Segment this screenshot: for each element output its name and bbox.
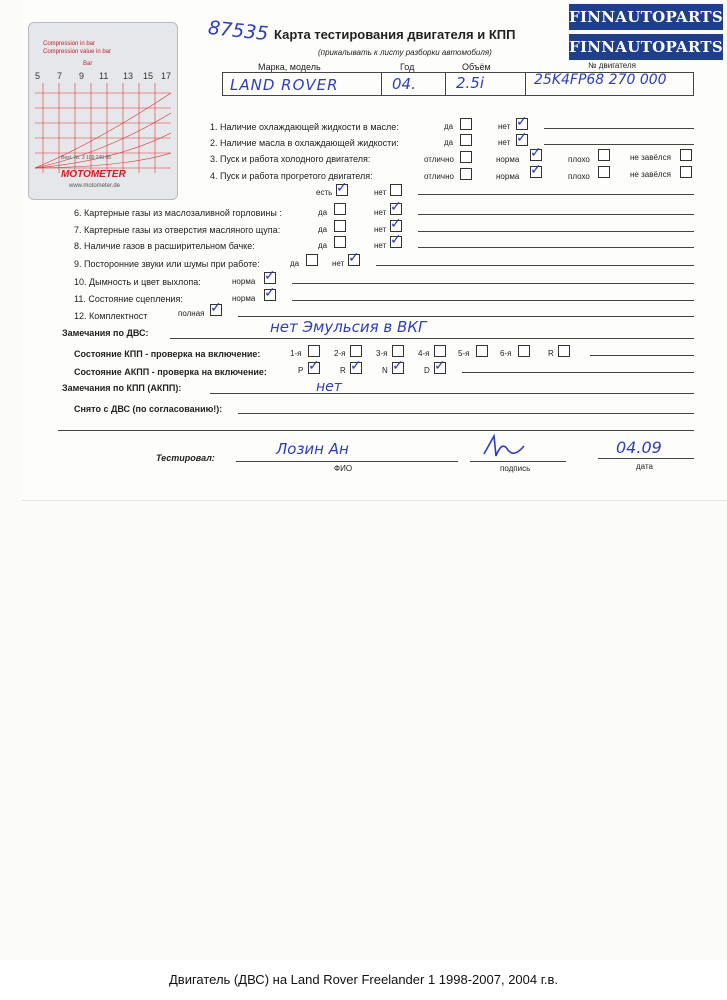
q3-excellent: отлично <box>424 155 454 164</box>
q12-complete-check: ✓ <box>210 299 222 315</box>
q5-present: есть <box>316 188 333 197</box>
removed-label: Снято с ДВС (по согласованию!): <box>74 404 223 414</box>
sticker-line3: Bar <box>83 61 93 67</box>
q12-label: 12. Комплектност <box>74 311 148 321</box>
scale-13: 13 <box>123 71 134 81</box>
sticker-ref: Best.-Nr. 3 100 249 05 <box>61 155 112 161</box>
scale-17: 17 <box>161 71 172 81</box>
akpp-p-check: ✓ <box>308 357 320 373</box>
q2-yes-box[interactable] <box>460 134 472 146</box>
q1-label: 1. Наличие охлаждающей жидкости в масле: <box>210 122 399 132</box>
akpp-state-label: Состояние АКПП - проверка на включение: <box>74 367 267 377</box>
sticker-site: www.motometer.de <box>69 183 121 189</box>
form-title: Карта тестирования двигателя и КПП <box>274 27 516 42</box>
header-year: Год <box>400 62 415 72</box>
tester-name: Лозин Ан <box>276 440 349 458</box>
form-subtitle: (прикалывать к листу разборки автомобиля) <box>318 48 492 57</box>
q4-not-started-box[interactable] <box>680 166 692 178</box>
q4-label: 4. Пуск и работа прогретого двигателя: <box>210 171 373 181</box>
q8-no: нет <box>374 241 387 250</box>
q5-no: нет <box>374 188 387 197</box>
test-date: 04.09 <box>616 438 662 457</box>
sticker-scale <box>35 71 171 81</box>
gear-3-box[interactable] <box>392 345 404 357</box>
gear-6-label: 6-я <box>500 349 512 358</box>
q9-yes-box[interactable] <box>306 254 318 266</box>
q4-excellent-box[interactable] <box>460 168 472 180</box>
q7-no-check: ✓ <box>390 215 402 231</box>
sticker-line2: Compression value in bar <box>43 49 112 55</box>
q3-normal: норма <box>496 155 520 164</box>
q3-not-started-box[interactable] <box>680 149 692 161</box>
signature-caption: подпись <box>500 464 531 473</box>
q11-label: 11. Состояние сцепления: <box>74 294 183 304</box>
kpp-notes-value: нет <box>316 379 342 395</box>
gear-3-label: 3-я <box>376 349 388 358</box>
gear-4-box[interactable] <box>434 345 446 357</box>
page-fold <box>22 500 727 501</box>
fio-caption: ФИО <box>334 464 353 473</box>
q6-no-check: ✓ <box>390 198 402 214</box>
scale-7: 7 <box>57 71 63 81</box>
q8-yes: да <box>318 241 328 250</box>
header-engine-no: № двигателя <box>588 61 636 70</box>
gear-1-label: 1-я <box>290 349 302 358</box>
q9-yes: да <box>290 259 300 268</box>
q6-no: нет <box>374 208 387 217</box>
akpp-n-check: ✓ <box>392 357 404 373</box>
q9-no-check: ✓ <box>348 249 360 265</box>
header-volume: Объём <box>462 62 491 72</box>
gear-2-label: 2-я <box>334 349 346 358</box>
q8-no-check: ✓ <box>390 231 402 247</box>
q9-label: 9. Посторонние звуки или шумы при работе: <box>74 259 260 269</box>
date-caption: дата <box>636 462 653 471</box>
sticker-line1: Compression in bar <box>43 41 96 47</box>
q10-normal-check: ✓ <box>264 267 276 283</box>
q6-yes-box[interactable] <box>334 203 346 215</box>
q4-normal: норма <box>496 172 520 181</box>
q3-bad: плохо <box>568 155 590 164</box>
value-year: 04. <box>392 75 416 93</box>
value-make: LAND ROVER <box>230 76 339 94</box>
q2-no: нет <box>498 138 511 147</box>
scale-5: 5 <box>35 71 41 81</box>
q2-yes: да <box>444 138 454 147</box>
gear-r-box[interactable] <box>558 345 570 357</box>
gear-5-box[interactable] <box>476 345 488 357</box>
q4-bad-box[interactable] <box>598 166 610 178</box>
value-volume: 2.5i <box>456 74 485 92</box>
q3-bad-box[interactable] <box>598 149 610 161</box>
q7-yes: да <box>318 225 328 234</box>
q1-yes: да <box>444 122 454 131</box>
ice-notes-label: Замечания по ДВС: <box>62 328 149 338</box>
q4-normal-check: ✓ <box>530 161 542 177</box>
q6-label: 6. Картерные газы из маслозаливной горловины : <box>74 208 282 218</box>
akpp-r-label: R <box>340 366 346 375</box>
q7-label: 7. Картерные газы из отверстия масляного щупа: <box>74 225 281 235</box>
kpp-notes-label: Замечания по КПП (АКПП): <box>62 383 182 393</box>
q1-no-check: ✓ <box>516 113 528 129</box>
header-make: Марка, модель <box>258 62 321 72</box>
q2-label: 2. Наличие масла в охлаждающей жидкости: <box>210 138 399 148</box>
handwritten-signature <box>480 432 528 460</box>
gear-5-label: 5-я <box>458 349 470 358</box>
q1-no: нет <box>498 122 511 131</box>
stamp-number: 87535 <box>207 16 270 46</box>
q3-label: 3. Пуск и работа холодного двигателя: <box>210 154 371 164</box>
akpp-d-check: ✓ <box>434 357 446 373</box>
kpp-state-label: Состояние КПП - проверка на включение: <box>74 349 261 359</box>
q3-excellent-box[interactable] <box>460 151 472 163</box>
q4-excellent: отлично <box>424 172 454 181</box>
tested-label: Тестировал: <box>156 453 215 463</box>
q10-label: 10. Дымность и цвет выхлопа: <box>74 277 201 287</box>
q3-not-started: не завёлся <box>630 153 671 162</box>
motometer-sticker <box>28 22 178 200</box>
q3-normal-check: ✓ <box>530 144 542 160</box>
page-caption: Двигатель (ДВС) на Land Rover Freelander 1 1998-2007, 2004 г.в. <box>0 960 727 1000</box>
q1-yes-box[interactable] <box>460 118 472 130</box>
gear-4-label: 4-я <box>418 349 430 358</box>
q6-yes: да <box>318 208 328 217</box>
scale-15: 15 <box>143 71 154 81</box>
q5-present-check: ✓ <box>336 179 348 195</box>
q5-no-box[interactable] <box>390 184 402 196</box>
q2-no-check: ✓ <box>516 129 528 145</box>
q4-not-started: не завёлся <box>630 170 671 179</box>
scale-11: 11 <box>99 71 109 81</box>
watermark-top: FINNAUTOPARTS <box>569 4 723 30</box>
motometer-logo: MOTOMETER <box>61 169 126 180</box>
gear-r-label: R <box>548 349 554 358</box>
q4-bad: плохо <box>568 172 590 181</box>
scale-9: 9 <box>79 71 85 81</box>
akpp-p-label: P <box>298 366 304 375</box>
gear-2-box[interactable] <box>350 345 362 357</box>
value-engine-no: 25K4FP68 270 000 <box>534 72 667 88</box>
q11-normal: норма <box>232 294 256 303</box>
akpp-n-label: N <box>382 366 388 375</box>
gear-1-box[interactable] <box>308 345 320 357</box>
q12-complete: полная <box>178 309 205 318</box>
q8-label: 8. Наличие газов в расширительном бачке: <box>74 241 255 251</box>
ice-notes-value: нет Эмульсия в ВКГ <box>270 318 427 336</box>
gear-6-box[interactable] <box>518 345 530 357</box>
q7-no: нет <box>374 225 387 234</box>
q7-yes-box[interactable] <box>334 220 346 232</box>
q8-yes-box[interactable] <box>334 236 346 248</box>
q9-no: нет <box>332 259 345 268</box>
q10-normal: норма <box>232 277 256 286</box>
q11-normal-check: ✓ <box>264 284 276 300</box>
akpp-r-check: ✓ <box>350 357 362 373</box>
watermark-bottom: FINNAUTOPARTS <box>569 34 723 60</box>
akpp-d-label: D <box>424 366 430 375</box>
